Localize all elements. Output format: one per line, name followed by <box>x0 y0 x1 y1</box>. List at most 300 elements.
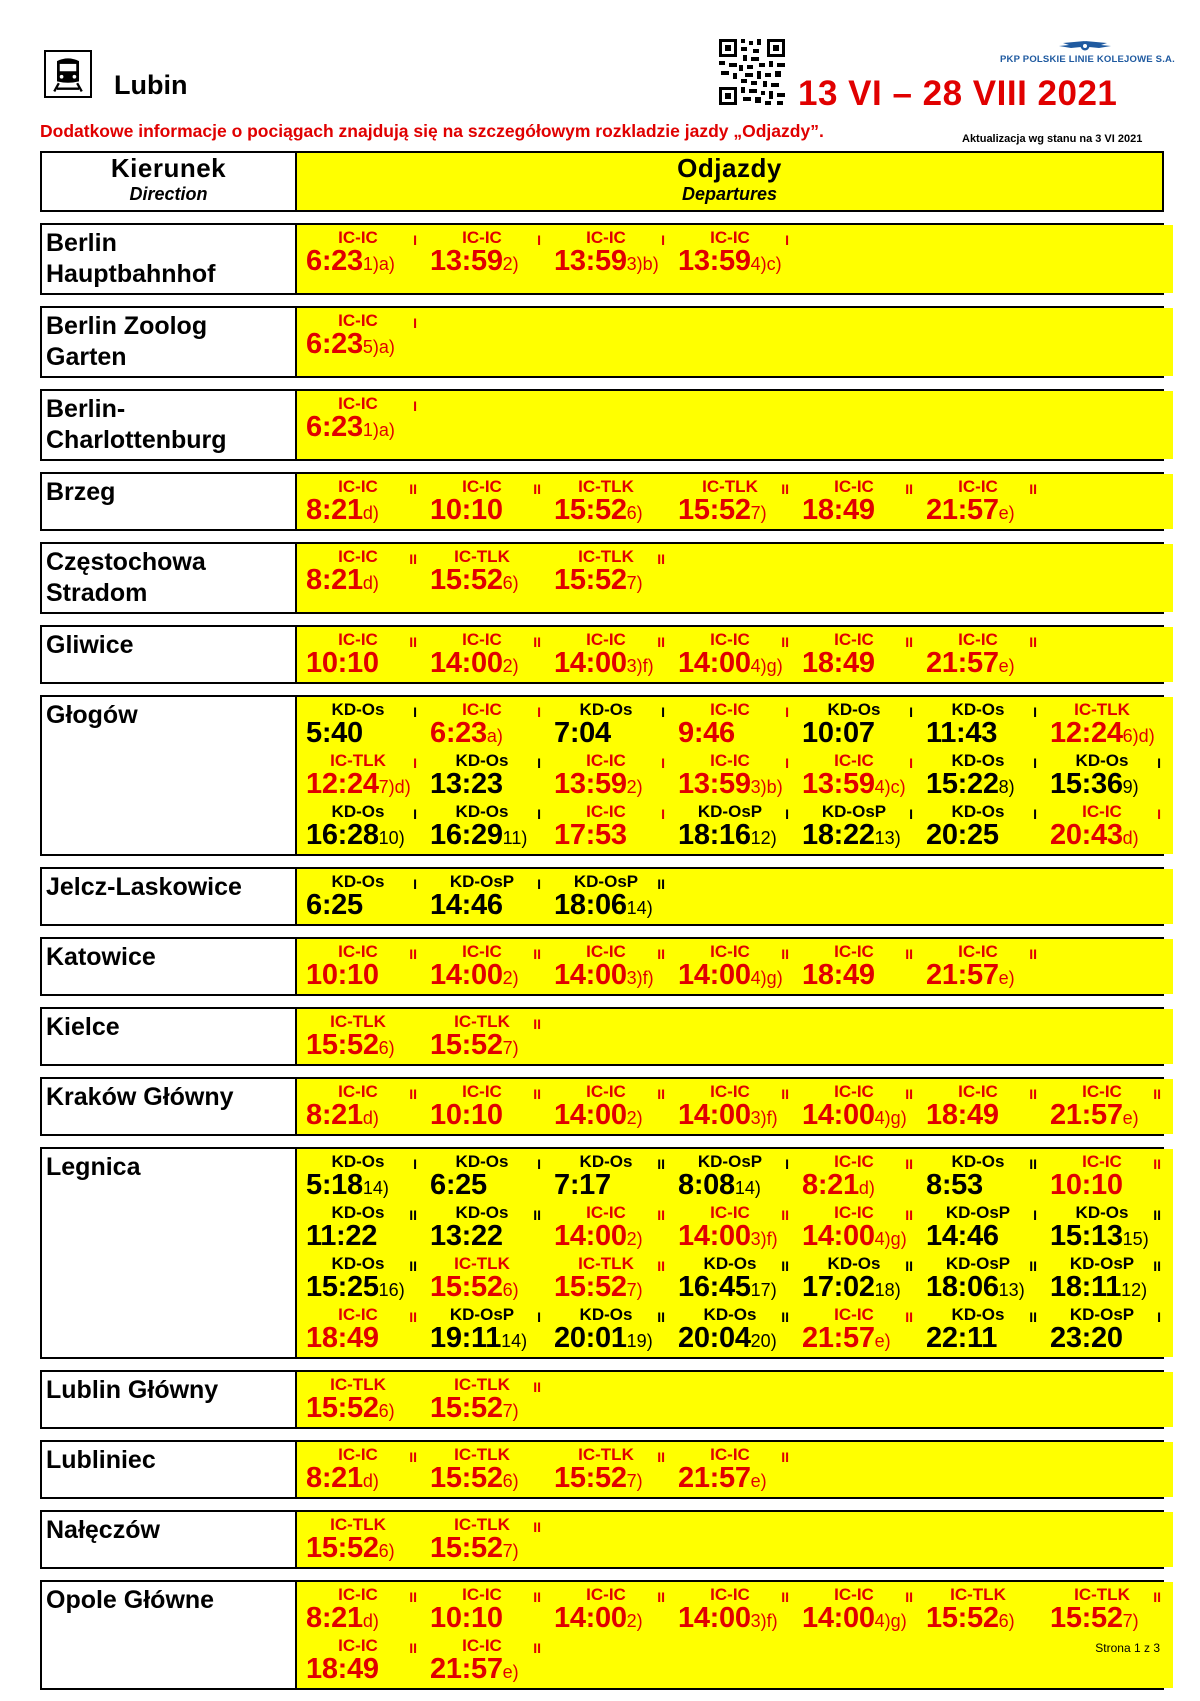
train-category: KD-Os <box>331 1203 385 1222</box>
footnote-ref: 7) <box>626 1280 643 1300</box>
departure-list <box>297 1512 1173 1567</box>
train-class: I <box>661 232 665 248</box>
departure-time: 21:57 <box>926 959 999 991</box>
departure-entry <box>801 941 925 992</box>
departure-entry <box>305 1202 429 1253</box>
train-category: IC-TLK <box>330 751 386 770</box>
departures-cell <box>297 308 1173 376</box>
destination-name: Katowice <box>42 939 297 994</box>
train-class: II <box>657 1309 665 1325</box>
train-category: KD-OsP <box>1069 1305 1135 1324</box>
departure-time: 6:23 <box>306 411 363 443</box>
departure-time-wrap <box>306 411 395 446</box>
departure-time: 14:46 <box>430 889 503 921</box>
departure-time-wrap <box>430 1392 519 1427</box>
departure-time-wrap <box>306 1220 377 1255</box>
departure-entry <box>1049 1584 1173 1635</box>
train-class: II <box>1029 634 1037 650</box>
train-class: II <box>781 1589 789 1605</box>
departures-header <box>297 153 1162 210</box>
departure-time: 14:00 <box>554 1099 627 1131</box>
departure-time: 18:49 <box>306 1653 379 1685</box>
train-category: IC-IC <box>710 751 750 770</box>
departure-time-wrap <box>430 1271 519 1306</box>
departure-time: 15:52 <box>430 564 503 596</box>
train-category: IC-IC <box>586 1585 626 1604</box>
departure-entry <box>801 1584 925 1635</box>
departure-time-wrap <box>306 328 395 363</box>
footnote-ref: 4)g) <box>750 656 783 676</box>
destination-block <box>40 1007 1164 1066</box>
train-class: II <box>657 551 665 567</box>
departure-entry <box>677 941 801 992</box>
train-class: II <box>905 481 913 497</box>
footnote-ref: a) <box>486 726 503 746</box>
train-class: II <box>905 1156 913 1172</box>
departure-list <box>297 1582 1173 1688</box>
footnote-ref: 7) <box>1122 1611 1139 1631</box>
footnote-ref: d) <box>858 1178 875 1198</box>
departure-entry <box>801 1151 925 1202</box>
direction-label-en: Direction <box>129 184 208 204</box>
destination-name: Berlin Zoolog Garten <box>42 308 297 376</box>
footnote-ref: 13) <box>998 1280 1025 1300</box>
departure-time: 11:43 <box>926 717 998 749</box>
footnote-ref: e) <box>1122 1108 1139 1128</box>
footnote-ref: 18) <box>874 1280 901 1300</box>
train-class: I <box>909 755 913 771</box>
footnote-ref: 14) <box>626 898 653 918</box>
departure-time: 21:57 <box>678 1462 751 1494</box>
train-category: IC-IC <box>338 1445 378 1464</box>
departure-time: 20:43 <box>1050 819 1123 851</box>
train-category: KD-Os <box>455 802 509 821</box>
train-class: II <box>409 1449 417 1465</box>
departure-time: 15:52 <box>430 1271 503 1303</box>
footnote-ref: 4)c) <box>750 254 782 274</box>
destination-name: Lubliniec <box>42 1442 297 1497</box>
footnote-ref: 12) <box>750 828 777 848</box>
departure-time: 15:36 <box>1050 768 1123 800</box>
departure-time-wrap <box>554 1602 643 1637</box>
departure-entry <box>677 629 801 680</box>
footnote-ref: 2) <box>626 777 643 797</box>
departure-entry <box>925 1253 1049 1304</box>
departure-time: 13:59 <box>554 768 627 800</box>
departure-entry <box>801 476 925 527</box>
train-class: II <box>657 1258 665 1274</box>
train-class: II <box>409 1207 417 1223</box>
departure-time: 8:21 <box>802 1169 859 1201</box>
train-category: IC-IC <box>710 1203 750 1222</box>
departures-cell <box>297 1442 1173 1497</box>
departure-time: 6:25 <box>430 1169 487 1201</box>
train-class: I <box>413 398 417 414</box>
departure-entry <box>429 227 553 278</box>
departure-entry <box>305 629 429 680</box>
train-category: IC-IC <box>834 751 874 770</box>
departure-time: 14:00 <box>678 647 751 679</box>
train-category: IC-IC <box>462 700 502 719</box>
departure-time-wrap <box>802 494 875 529</box>
departure-time: 15:52 <box>306 1392 379 1424</box>
train-category: KD-OsP <box>697 802 763 821</box>
train-category: IC-IC <box>710 228 750 247</box>
footnote-ref: 7) <box>626 573 643 593</box>
destination-block <box>40 542 1164 614</box>
departure-time-wrap <box>306 1602 379 1637</box>
departure-time-wrap <box>554 647 654 682</box>
update-date: Aktualizacja wg stanu na 3 VI 2021 <box>962 133 1143 145</box>
departure-entry <box>677 750 801 801</box>
train-category: IC-IC <box>338 1305 378 1324</box>
train-category: KD-Os <box>331 802 385 821</box>
train-class: I <box>785 806 789 822</box>
train-class: II <box>409 1086 417 1102</box>
train-class: II <box>533 634 541 650</box>
footnote-ref: 6) <box>998 1611 1015 1631</box>
train-category: IC-IC <box>338 228 378 247</box>
departure-time: 21:57 <box>430 1653 503 1685</box>
train-class: I <box>537 232 541 248</box>
departure-entry <box>553 227 677 278</box>
departure-time-wrap <box>1050 717 1155 752</box>
departure-time-wrap <box>306 1532 395 1567</box>
footnote-ref: 8) <box>998 777 1015 797</box>
departure-time: 15:25 <box>306 1271 379 1303</box>
train-class: II <box>1153 1207 1161 1223</box>
train-class: II <box>657 634 665 650</box>
departure-time-wrap <box>430 245 519 280</box>
train-class: II <box>409 481 417 497</box>
departure-entry <box>553 1151 677 1202</box>
departure-time: 19:11 <box>430 1322 502 1354</box>
train-category: IC-TLK <box>330 1375 386 1394</box>
train-category: IC-IC <box>834 477 874 496</box>
departure-list <box>297 1009 1173 1064</box>
train-category: KD-Os <box>951 1152 1005 1171</box>
departures-cell <box>297 627 1173 682</box>
footnote-ref: 16) <box>378 1280 405 1300</box>
departure-time: 10:07 <box>802 717 875 749</box>
additional-info-note: Dodatkowe informacje o pociągach znajdują się na szczegółowym rozkladzie jazdy „Odjazdy”. <box>40 121 824 141</box>
train-class: II <box>409 1258 417 1274</box>
train-class: I <box>785 755 789 771</box>
train-category: IC-IC <box>462 630 502 649</box>
footnote-ref: 6)d) <box>1122 726 1155 746</box>
departure-time: 14:00 <box>554 959 627 991</box>
departure-time: 21:57 <box>926 494 999 526</box>
departures-cell <box>297 544 1173 612</box>
train-class: II <box>781 1086 789 1102</box>
departure-entry <box>553 801 677 852</box>
page-number: Strona 1 z 3 <box>1095 1641 1160 1655</box>
train-category: KD-OsP <box>697 1152 763 1171</box>
footnote-ref: 7) <box>502 1541 519 1561</box>
train-class: I <box>909 704 913 720</box>
departure-time-wrap <box>678 768 783 803</box>
footnote-ref: 4)g) <box>750 968 783 988</box>
train-category: IC-TLK <box>578 1254 634 1273</box>
qr-code-icon[interactable] <box>717 37 787 107</box>
destination-name: Opole Główne <box>42 1582 297 1688</box>
departure-time-wrap <box>306 564 379 599</box>
departure-time-wrap <box>554 1220 643 1255</box>
departure-time: 14:00 <box>678 1099 751 1131</box>
departure-time: 8:21 <box>306 494 363 526</box>
logo-text: PKP POLSKIE LINIE KOLEJOWE S.A. <box>1000 54 1175 65</box>
departure-time: 18:49 <box>802 494 875 526</box>
train-class: I <box>661 755 665 771</box>
departure-time-wrap <box>430 1532 519 1567</box>
departure-time-wrap <box>554 959 654 994</box>
train-category: KD-Os <box>455 1203 509 1222</box>
destination-block <box>40 867 1164 926</box>
destination-name: Głogów <box>42 697 297 854</box>
departure-entry <box>1049 1151 1173 1202</box>
destination-block <box>40 937 1164 996</box>
departure-entry <box>677 1081 801 1132</box>
departure-time-wrap <box>554 889 653 924</box>
departure-list <box>297 1442 1173 1497</box>
departure-entry <box>1049 1253 1173 1304</box>
train-category: IC-IC <box>586 228 626 247</box>
departure-entry <box>305 750 429 801</box>
footnote-ref: 6) <box>378 1038 395 1058</box>
destination-block <box>40 1370 1164 1429</box>
departure-time-wrap <box>306 1322 379 1357</box>
footnote-ref: e) <box>998 503 1015 523</box>
departure-entry <box>801 1304 925 1355</box>
departure-time: 8:08 <box>678 1169 735 1201</box>
departure-time: 16:28 <box>306 819 379 851</box>
train-category: KD-Os <box>331 1254 385 1273</box>
train-class: II <box>657 1086 665 1102</box>
departure-entry <box>553 750 677 801</box>
departure-entry <box>553 546 677 597</box>
departure-entry <box>801 801 925 852</box>
departure-time: 16:45 <box>678 1271 751 1303</box>
departure-time-wrap <box>554 1271 643 1306</box>
footnote-ref: 14) <box>362 1178 389 1198</box>
train-category: IC-TLK <box>578 1445 634 1464</box>
departure-time: 15:52 <box>554 1271 627 1303</box>
train-category: IC-IC <box>586 1082 626 1101</box>
footnote-ref: e) <box>998 968 1015 988</box>
departure-time-wrap <box>306 1653 379 1688</box>
train-category: KD-OsP <box>945 1203 1011 1222</box>
train-class: II <box>533 946 541 962</box>
departures-cell <box>297 1079 1173 1134</box>
departure-time: 21:57 <box>926 647 999 679</box>
train-category: IC-TLK <box>330 1012 386 1031</box>
departure-entry <box>925 750 1049 801</box>
departure-time-wrap <box>678 1271 777 1306</box>
train-category: IC-TLK <box>578 477 634 496</box>
train-category: IC-TLK <box>454 1515 510 1534</box>
departure-entry <box>305 310 429 361</box>
footnote-ref: 5)a) <box>362 337 395 357</box>
departure-time: 15:52 <box>1050 1602 1123 1634</box>
departure-time-wrap <box>678 1462 767 1497</box>
departure-entry <box>305 1584 429 1635</box>
departure-time: 6:23 <box>306 328 363 360</box>
timetable-header <box>40 151 1164 212</box>
departure-time: 14:00 <box>802 1602 875 1634</box>
train-class: II <box>1029 481 1037 497</box>
train-category: IC-TLK <box>1074 700 1130 719</box>
train-category: IC-TLK <box>454 1254 510 1273</box>
departure-time-wrap <box>554 564 643 599</box>
departure-time: 14:00 <box>430 959 503 991</box>
departure-entry <box>429 629 553 680</box>
departure-time: 14:00 <box>678 1220 751 1252</box>
destination-block <box>40 1510 1164 1569</box>
departures-cell <box>297 697 1173 854</box>
departure-time-wrap <box>306 1271 405 1306</box>
departure-entry <box>429 1584 553 1635</box>
departure-entry <box>925 629 1049 680</box>
departure-time: 15:52 <box>554 1462 627 1494</box>
departure-entry <box>553 1253 677 1304</box>
departure-time-wrap <box>802 1099 907 1134</box>
departure-time-wrap <box>678 1169 761 1204</box>
departure-time-wrap <box>430 1462 519 1497</box>
departure-time-wrap <box>430 819 527 854</box>
departure-time-wrap <box>430 647 519 682</box>
departure-entry <box>305 1635 429 1686</box>
departure-time-wrap <box>306 1392 395 1427</box>
departure-entry <box>305 476 429 527</box>
footnote-ref: 2) <box>502 254 519 274</box>
departure-time-wrap <box>678 494 767 529</box>
departure-time: 14:00 <box>678 959 751 991</box>
departure-time-wrap <box>926 717 997 752</box>
departure-time: 14:46 <box>926 1220 999 1252</box>
footnote-ref: 7) <box>626 1471 643 1491</box>
direction-header <box>42 153 297 210</box>
footnote-ref: 3)f) <box>626 968 654 988</box>
footnote-ref: d) <box>362 503 379 523</box>
timetable <box>40 151 1164 1701</box>
train-category: KD-OsP <box>573 872 639 891</box>
departure-time: 20:25 <box>926 819 999 851</box>
train-icon <box>44 50 92 98</box>
departures-cell <box>297 1149 1173 1357</box>
departure-list <box>297 391 1173 446</box>
departure-entry <box>801 1253 925 1304</box>
footnote-ref: 7) <box>502 1401 519 1421</box>
departure-time-wrap <box>926 647 1015 682</box>
train-category: IC-IC <box>338 1585 378 1604</box>
train-class: I <box>1157 1309 1161 1325</box>
departure-entry <box>553 1444 677 1495</box>
departure-time: 22:11 <box>926 1322 998 1354</box>
train-class: I <box>537 1156 541 1172</box>
train-category: IC-IC <box>834 1585 874 1604</box>
departure-time-wrap <box>430 1220 503 1255</box>
train-category: IC-IC <box>1082 1152 1122 1171</box>
departure-time-wrap <box>1050 1099 1139 1134</box>
train-category: KD-Os <box>1075 1203 1129 1222</box>
departure-entry <box>553 1304 677 1355</box>
train-category: IC-TLK <box>454 1375 510 1394</box>
departure-time-wrap <box>430 768 503 803</box>
departure-entry <box>801 629 925 680</box>
departure-time-wrap <box>306 717 363 752</box>
footnote-ref: 6) <box>502 573 519 593</box>
departure-time-wrap <box>430 1653 519 1688</box>
train-class: II <box>533 481 541 497</box>
destination-block <box>40 1440 1164 1499</box>
departure-time-wrap <box>678 959 783 994</box>
train-class: II <box>1153 1086 1161 1102</box>
departure-time-wrap <box>554 494 643 529</box>
train-class: II <box>657 1156 665 1172</box>
departure-entry <box>677 1444 801 1495</box>
departure-time: 10:10 <box>306 647 379 679</box>
departures-cell <box>297 391 1173 459</box>
train-class: I <box>909 806 913 822</box>
train-class: I <box>413 806 417 822</box>
footnote-ref: d) <box>362 1611 379 1631</box>
departure-time-wrap <box>430 1602 503 1637</box>
train-class: II <box>657 1449 665 1465</box>
departure-time-wrap <box>926 494 1015 529</box>
train-category: KD-OsP <box>945 1254 1011 1273</box>
departure-time: 7:17 <box>554 1169 611 1201</box>
departure-entry <box>677 699 801 750</box>
departure-entry <box>801 699 925 750</box>
departure-time: 17:53 <box>554 819 627 851</box>
departure-entry <box>429 1514 553 1565</box>
departure-entry <box>305 801 429 852</box>
departure-time: 18:22 <box>802 819 875 851</box>
train-category: IC-IC <box>338 942 378 961</box>
footnote-ref: 6) <box>626 503 643 523</box>
departure-entry <box>553 699 677 750</box>
departure-time-wrap <box>306 768 411 803</box>
departures-cell <box>297 225 1173 293</box>
departure-time-wrap <box>678 717 735 752</box>
departure-time-wrap <box>1050 1271 1147 1306</box>
departure-time-wrap <box>554 1099 643 1134</box>
departure-entry <box>1049 1202 1173 1253</box>
departure-time-wrap <box>926 1220 999 1255</box>
departure-entry <box>1049 750 1173 801</box>
train-category: IC-IC <box>338 630 378 649</box>
destination-name: Kielce <box>42 1009 297 1064</box>
departure-entry <box>925 941 1049 992</box>
train-class: I <box>537 755 541 771</box>
train-class: II <box>781 946 789 962</box>
train-class: II <box>781 1449 789 1465</box>
departure-time-wrap <box>554 819 627 854</box>
footnote-ref: 7) <box>502 1038 519 1058</box>
departure-time-wrap <box>802 1169 875 1204</box>
departure-time: 15:52 <box>430 1532 503 1564</box>
footnote-ref: 4)g) <box>874 1611 907 1631</box>
departure-list <box>297 1372 1173 1427</box>
departure-time: 6:23 <box>430 717 487 749</box>
departure-entry <box>925 1081 1049 1132</box>
footnote-ref: 14) <box>501 1331 528 1351</box>
train-class: II <box>905 1589 913 1605</box>
footnote-ref: 4)g) <box>874 1229 907 1249</box>
departure-time: 15:52 <box>430 1029 503 1061</box>
train-class: I <box>1033 806 1037 822</box>
departure-entry <box>553 941 677 992</box>
